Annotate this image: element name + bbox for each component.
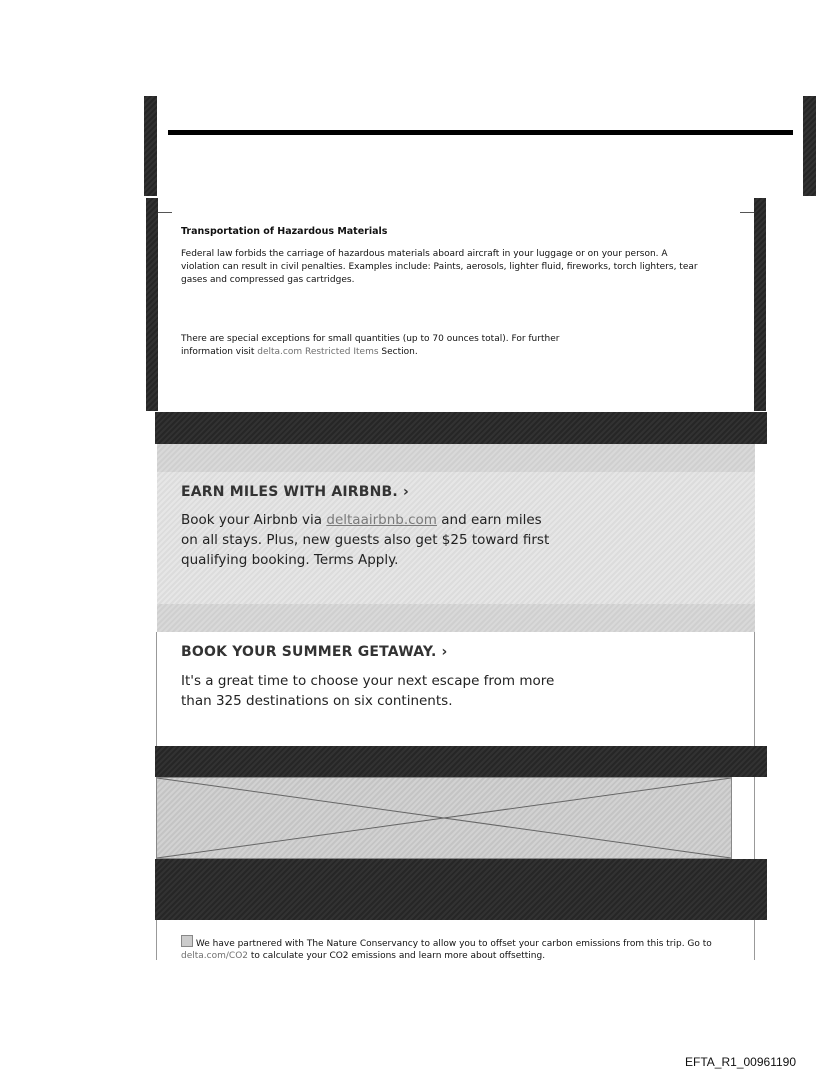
top-rule [168, 130, 793, 135]
broken-image-small-icon [181, 935, 193, 947]
promo-summer-body: It's a great time to choose your next escape from more than 325 destinations on six continents. [181, 673, 555, 709]
dark-band-middle [155, 746, 767, 777]
promo-summer-title[interactable]: BOOK YOUR SUMMER GETAWAY. › [181, 644, 448, 660]
right-margin-bar [754, 198, 766, 411]
footer-text-suffix: to calculate your CO2 emissions and learn more about offsetting. [250, 951, 546, 961]
left-margin-bar-top [144, 96, 157, 196]
left-margin-bar [146, 198, 158, 411]
promo-divider-strip [157, 604, 755, 632]
promo-airbnb-title[interactable]: EARN MILES WITH AIRBNB. › [181, 484, 409, 500]
hazmat-paragraph: Federal law forbids the carriage of hazardous materials aboard aircraft in your luggage or on your person. A violation can result in civil penalties. Examples include: Paints, aerosols, lighter fluid, fireworks, torch lighters, tear gases and compressed gas cartridges. [181, 249, 698, 285]
promo-airbnb-body [181, 510, 561, 570]
promo-airbnb-body-prefix: Book your Airbnb via [181, 512, 323, 528]
footer-text-prefix: We have partnered with The Nature Conservancy to allow you to offset your carbon emissions from this trip. Go to [195, 939, 712, 949]
deltaairbnb-link[interactable]: deltaairbnb.com [326, 512, 437, 528]
hazmat-exceptions-suffix: Section. [381, 347, 418, 357]
co2-link[interactable]: delta.com/CO2 [181, 951, 249, 961]
promo-airbnb-body-suffix: and earn miles on all stays. Plus, new guests also get $25 toward first qualifying booking. Terms Apply. [181, 512, 550, 568]
left-tick [158, 212, 172, 213]
hazmat-exceptions-prefix: There are special exceptions for small quantities (up to 70 ounces total). For further information visit [181, 334, 560, 357]
right-margin-bar-top [803, 96, 816, 196]
promo-airbnb-header-strip [157, 444, 755, 472]
image-row-right-fill [732, 777, 755, 859]
footer-text [181, 935, 721, 962]
hazmat-exceptions-paragraph [181, 333, 611, 359]
restricted-items-link[interactable]: delta.com Restricted Items [257, 347, 379, 357]
dark-band-top [155, 412, 767, 444]
broken-image-placeholder [156, 777, 732, 859]
document-stamp: EFTA_R1_00961190 [685, 1055, 796, 1069]
right-tick [740, 212, 754, 213]
hazmat-title: Transportation of Hazardous Materials [181, 226, 388, 237]
dark-band-bottom [155, 859, 767, 920]
broken-image-icon [157, 778, 731, 858]
